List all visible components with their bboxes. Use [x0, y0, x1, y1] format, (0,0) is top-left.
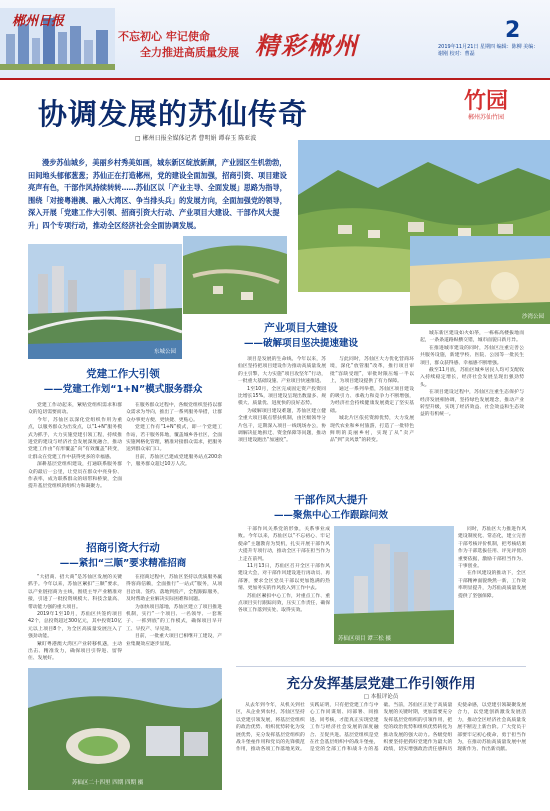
bottom-left-photo — [28, 668, 222, 790]
paragraph: 11月13日，苏仙区召开全区干部作风建设大会，对干部作风建设进行再动员、再部署，要求全区党员干部以更加饱满的热情、更加务实的作风投入到工作中去。 — [238, 564, 330, 592]
section-heading-project-title: 产业项目大建设 — [264, 322, 338, 334]
paragraph: 同时，苏仙区大力推进作风建设制度化、常态化，建立完善干部考核评价机制，把考核结果作为干部选拔任用、评先评优的重要依据，激励干部担当作为、干事创业。 — [458, 527, 526, 570]
industry-park-photo — [334, 526, 454, 644]
invest-text-col-b — [126, 574, 222, 664]
section-heading-party — [28, 366, 218, 395]
page-title: 协调发展的苏仙传奇 — [38, 97, 309, 131]
page-number: 2 — [505, 18, 521, 43]
paragraph: 通过一系列举措，苏仙区项目建设的吸引力、承载力和竞争力不断增强，为经济社会持续健康发展奠定了坚实基础。 — [330, 386, 414, 414]
paragraph: 苏仙区紧扣中心工作，对重点工作、重点项目实行跟踪问效，压实工作责任，确保各项工作落到实处、取得实效。 — [238, 593, 330, 614]
edition-info: 2019年11月21日 星期四 编辑：陈柳 美编：谢刚 校对：曹磊 — [438, 44, 539, 57]
paragraph: 为加快项目落地，苏仙区建立了项目推进机制，实行“一个项目、一名领导、一套班子、一抓到底”的工作模式，确保项目早开工、早投产、早见效。 — [126, 604, 222, 632]
aerial-photo — [183, 236, 287, 314]
paragraph: 在服务群众过程中，各级党组织坚持以群众需求为导向，推出了一系列服务举措，让群众办事更方便、更快捷、更贴心。 — [126, 403, 222, 423]
industry-buildings-image — [334, 526, 454, 644]
column-banner: 精彩郴州 — [255, 32, 359, 60]
paragraph: 在作风建设的推动下，全区干部精神面貌焕然一新，工作效率明显提升，为苏仙高质量发展提供了坚强保障。 — [458, 571, 526, 599]
section-heading-party-title: 党建工作大引领 — [86, 368, 160, 380]
section-heading-cadre-title: 干部作风大提升 — [294, 494, 368, 506]
right-side-text — [420, 330, 524, 496]
east-city-caption: 东城公园 — [153, 349, 176, 355]
paragraph: 与此同时，苏仙区大力优化营商环境，深化“放管服”改革，推行项目审批“容缺受理”，审批时限压缩一半以上，为项目建设提供了有力保障。 — [330, 357, 414, 385]
brand-logo-text: 竹园 — [464, 89, 509, 114]
commentary-body — [236, 702, 526, 802]
newspaper-logo: 郴州日报 — [12, 14, 65, 29]
aerial-village-image — [183, 236, 287, 314]
project-text-col-a — [238, 356, 326, 496]
section-heading-invest-title: 招商引资大行动 — [86, 542, 160, 554]
section-heading-cadre — [236, 492, 426, 521]
brand-logo — [464, 84, 512, 122]
paragraph: 城北片区依托资源优势，大力发展现代农业和乡村旅游，打造了一批特色鲜明的美丽乡村，实现了从“卖产品”到“卖风景”的转变。 — [330, 416, 414, 444]
invest-text-col-a — [28, 574, 122, 664]
byline: □ 郴州日报全媒体记者 曹明娟 谭春玉 陈亚波 — [135, 135, 257, 142]
slogan-line-2: 全力推进高质量发展 — [140, 46, 239, 59]
stadium-aerial-image — [28, 668, 222, 790]
paragraph: 从去年到今年，从机关到社区，从企业到农村，苏仙区坚持以党建引领发展，将基层党组织的政治优势、组织优势转化为发展优势，充分发挥基层党组织的战斗堡垒作用和党员的先锋模范作用，推动各项工作落地见效。实践证明，只有把党建工作与中心工作同谋划、同部署、同推进、同考核，才能真正实现党建工作与经济社会发展的深度融合、互促共进。基层党组织是党在社会基层组织中的战斗堡垒，是党的全部工作和战斗力的基础。当前，苏仙区正处于高质量发展的关键时期，更加需要充分发挥基层党组织的引领作用，把党的政治优势和组织优势转化为推动发展的强大动力。各级党组织要坚持把抓好党建作为最大的政绩，切实增强政治责任感和历史使命感，以党建引领凝聚发展合力，以党建创新激发发展活力，推动全区经济社会高质量发展不断迈上新台阶。广大党员干部要牢记初心使命，勇于担当作为，在推动苏仙高质量发展中展现新作为、作出新贡献。 — [236, 703, 526, 753]
paragraph: 干部作风关系党的形象，关系事业成败。今年以来，苏仙区以“不忘初心、牢记使命”主题教育为契机，扎实开展干部作风大提升专项行动，推动全区干部在担当作为上走在前列。 — [238, 527, 330, 562]
slogan-line-1: 不忘初心 牢记使命 — [118, 30, 210, 43]
paragraph: 在项目建设过程中，苏仙区注重生态保护与经济发展相协调，坚持绿色发展理念，推动产业转型升级，实现了经济效益、社会效益和生态效益的有机统一。 — [420, 390, 524, 418]
section-heading-project — [236, 320, 366, 349]
paragraph: 目前，一批重大项目已相继开工建设，产业集聚效应逐步显现。 — [126, 634, 222, 647]
section-heading-invest — [28, 540, 218, 569]
commentary-author: □ 本报评论员 — [363, 694, 399, 700]
paragraph: 为破解项目建设难题，苏仙区建立健全重大项目联点帮扶机制，由区级领导分片包干，定期深入项目一线现场办公，协调解决征地拆迁、资金保障等问题，推动项目建设跑出“加速度”。 — [238, 408, 326, 444]
commentary-title: 充分发挥基层党建工作引领作用 — [286, 676, 476, 692]
party-text-col-b — [126, 402, 222, 528]
section-heading-cadre-subtitle: ——聚焦中心工作跟踪问效 — [273, 510, 388, 521]
paragraph: 2019年1至10月，苏仙区共签约项目42个，总投资超过300亿元，其中投资10亿元以上项目8个，为全区高质量发展注入了强劲动能。 — [28, 612, 122, 640]
paragraph: 今年，苏仙区以深化党组织作用为重点，以服务群众为出发点，以“1+N”服务模式为抓手，大力实施党建引领工程，持续推进党的建设与经济社会发展深度融合，推动党建工作由“有形覆盖”向“有效覆盖”转变，让群众在党建工作中获得更多的幸福感。 — [28, 417, 122, 460]
paragraph: 党建工作有“1+N”模式，即一个党建工作站，若干服务阵地，覆盖城乡各社区，全面实施网格化管理，精准对接群众需求，把服务送到群众家门口。 — [126, 425, 222, 453]
shawan-park-photo — [410, 236, 550, 324]
paragraph: 深耕基层党组织建设，打通联系服务群众的最后一公里，让党员在群众中亮身份、作表率，成为联系群众的纽带和桥梁，全面提升基层党组织的组织力和凝聚力。 — [28, 462, 122, 490]
paragraph: 在招商过程中，苏仙区坚持以优质服务赢得客商信赖，全面推行“一站式”服务，从项目洽谈、签约、落地到投产，全程跟踪服务，及时帮助企业解决实际困难和问题。 — [126, 575, 222, 603]
park-image — [410, 236, 550, 324]
paragraph: 截至11月底，苏仙区城乡居民人均可支配收入持续稳定增长，经济社会发展呈现出强劲势头。 — [420, 368, 524, 388]
paragraph: 紧盯粤港澳大湾区产业转移机遇，主动出击、精准发力，确保项目引得进、留得住、发展好。 — [28, 641, 122, 662]
masthead — [0, 0, 550, 80]
lead-paragraph: 漫步苏仙城乡，美丽乡村秀美如画，城东新区绽放新颜，产业园区生机勃勃，田间地头郁郁葱葱；苏仙正在打造郴州，党的建设全面加强，招商引资、项目建设亮声有色，干部作风持续转转……苏仙区以「产业主导、全面发展」思路为指导，围绕「对接粤港澳、融入大湾区、争当排头兵」的发展方向，全面加强党的领导，深入开展「党建工作大引领、招商引资大行动、产业项目大建设、干部作风大提升」四个专项行动，推动全区经济社会全面协调发展。 — [28, 158, 287, 230]
paragraph: 1至10月，全区完成固定资产投资同比增长15%，项目建设呈现出数量多、规模大、质量优、进度快的良好态势。 — [238, 386, 326, 407]
cadre-text-col-a — [238, 526, 330, 658]
paragraph: 目前，苏仙区已建成党建服务站点200余个，服务群众超过10万人次。 — [126, 454, 222, 468]
paragraph: 城东新区建设如火如荼，一栋栋高楼拔地而起，一条条道路纵横交错，城市面貌日新月异。 — [420, 331, 524, 344]
paragraph: 在推进城市建设的同时，苏仙区注重完善公共服务设施，新建学校、医院、公园等一批民生项目，群众获得感、幸福感不断增强。 — [420, 345, 524, 366]
paragraph: 党建工作动起来，紧贴党组织需求和群众的迫切需要而动。 — [28, 403, 122, 416]
section-heading-invest-subtitle: ——紧扣“三顺”要求精准招商 — [59, 558, 187, 569]
section-heading-project-subtitle: ——破解项目坚决提速建设 — [243, 338, 358, 349]
section-heading-party-subtitle: ——党建工作划“1+N”模式服务群众 — [43, 384, 203, 395]
divider — [236, 666, 526, 667]
paragraph: “大招商、招大商”是苏仙区发展的关键抓手。今年以来，苏仙区紧扣“三顺”要求，以产业链招商为主线，围绕主导产业精准对接，引进了一批投资规模大、科技含量高、带动能力强的重大项目。 — [28, 575, 122, 610]
cadre-text-col-b — [458, 526, 526, 658]
project-text-col-b — [330, 356, 414, 496]
city-bridge-image — [28, 244, 182, 359]
bottom-left-caption: 苏仙区二十四里 四期 四期 摄 — [72, 780, 144, 786]
party-text-col-a — [28, 402, 122, 528]
industry-park-caption: 苏仙区项目 谭三松 摄 — [338, 636, 391, 642]
paragraph: 项目是发展的生命线。今年以来，苏仙区坚持把项目建设作为推动高质量发展的主引擎，大力实施“项目攻坚年”行动，一批重大基础设施、产业项目快速推进。 — [238, 357, 326, 385]
shawan-park-caption: 沙湾公园 — [521, 314, 544, 320]
brand-logo-subtext: 郴州苏仙竹园 — [468, 114, 505, 121]
east-city-photo — [28, 244, 182, 359]
